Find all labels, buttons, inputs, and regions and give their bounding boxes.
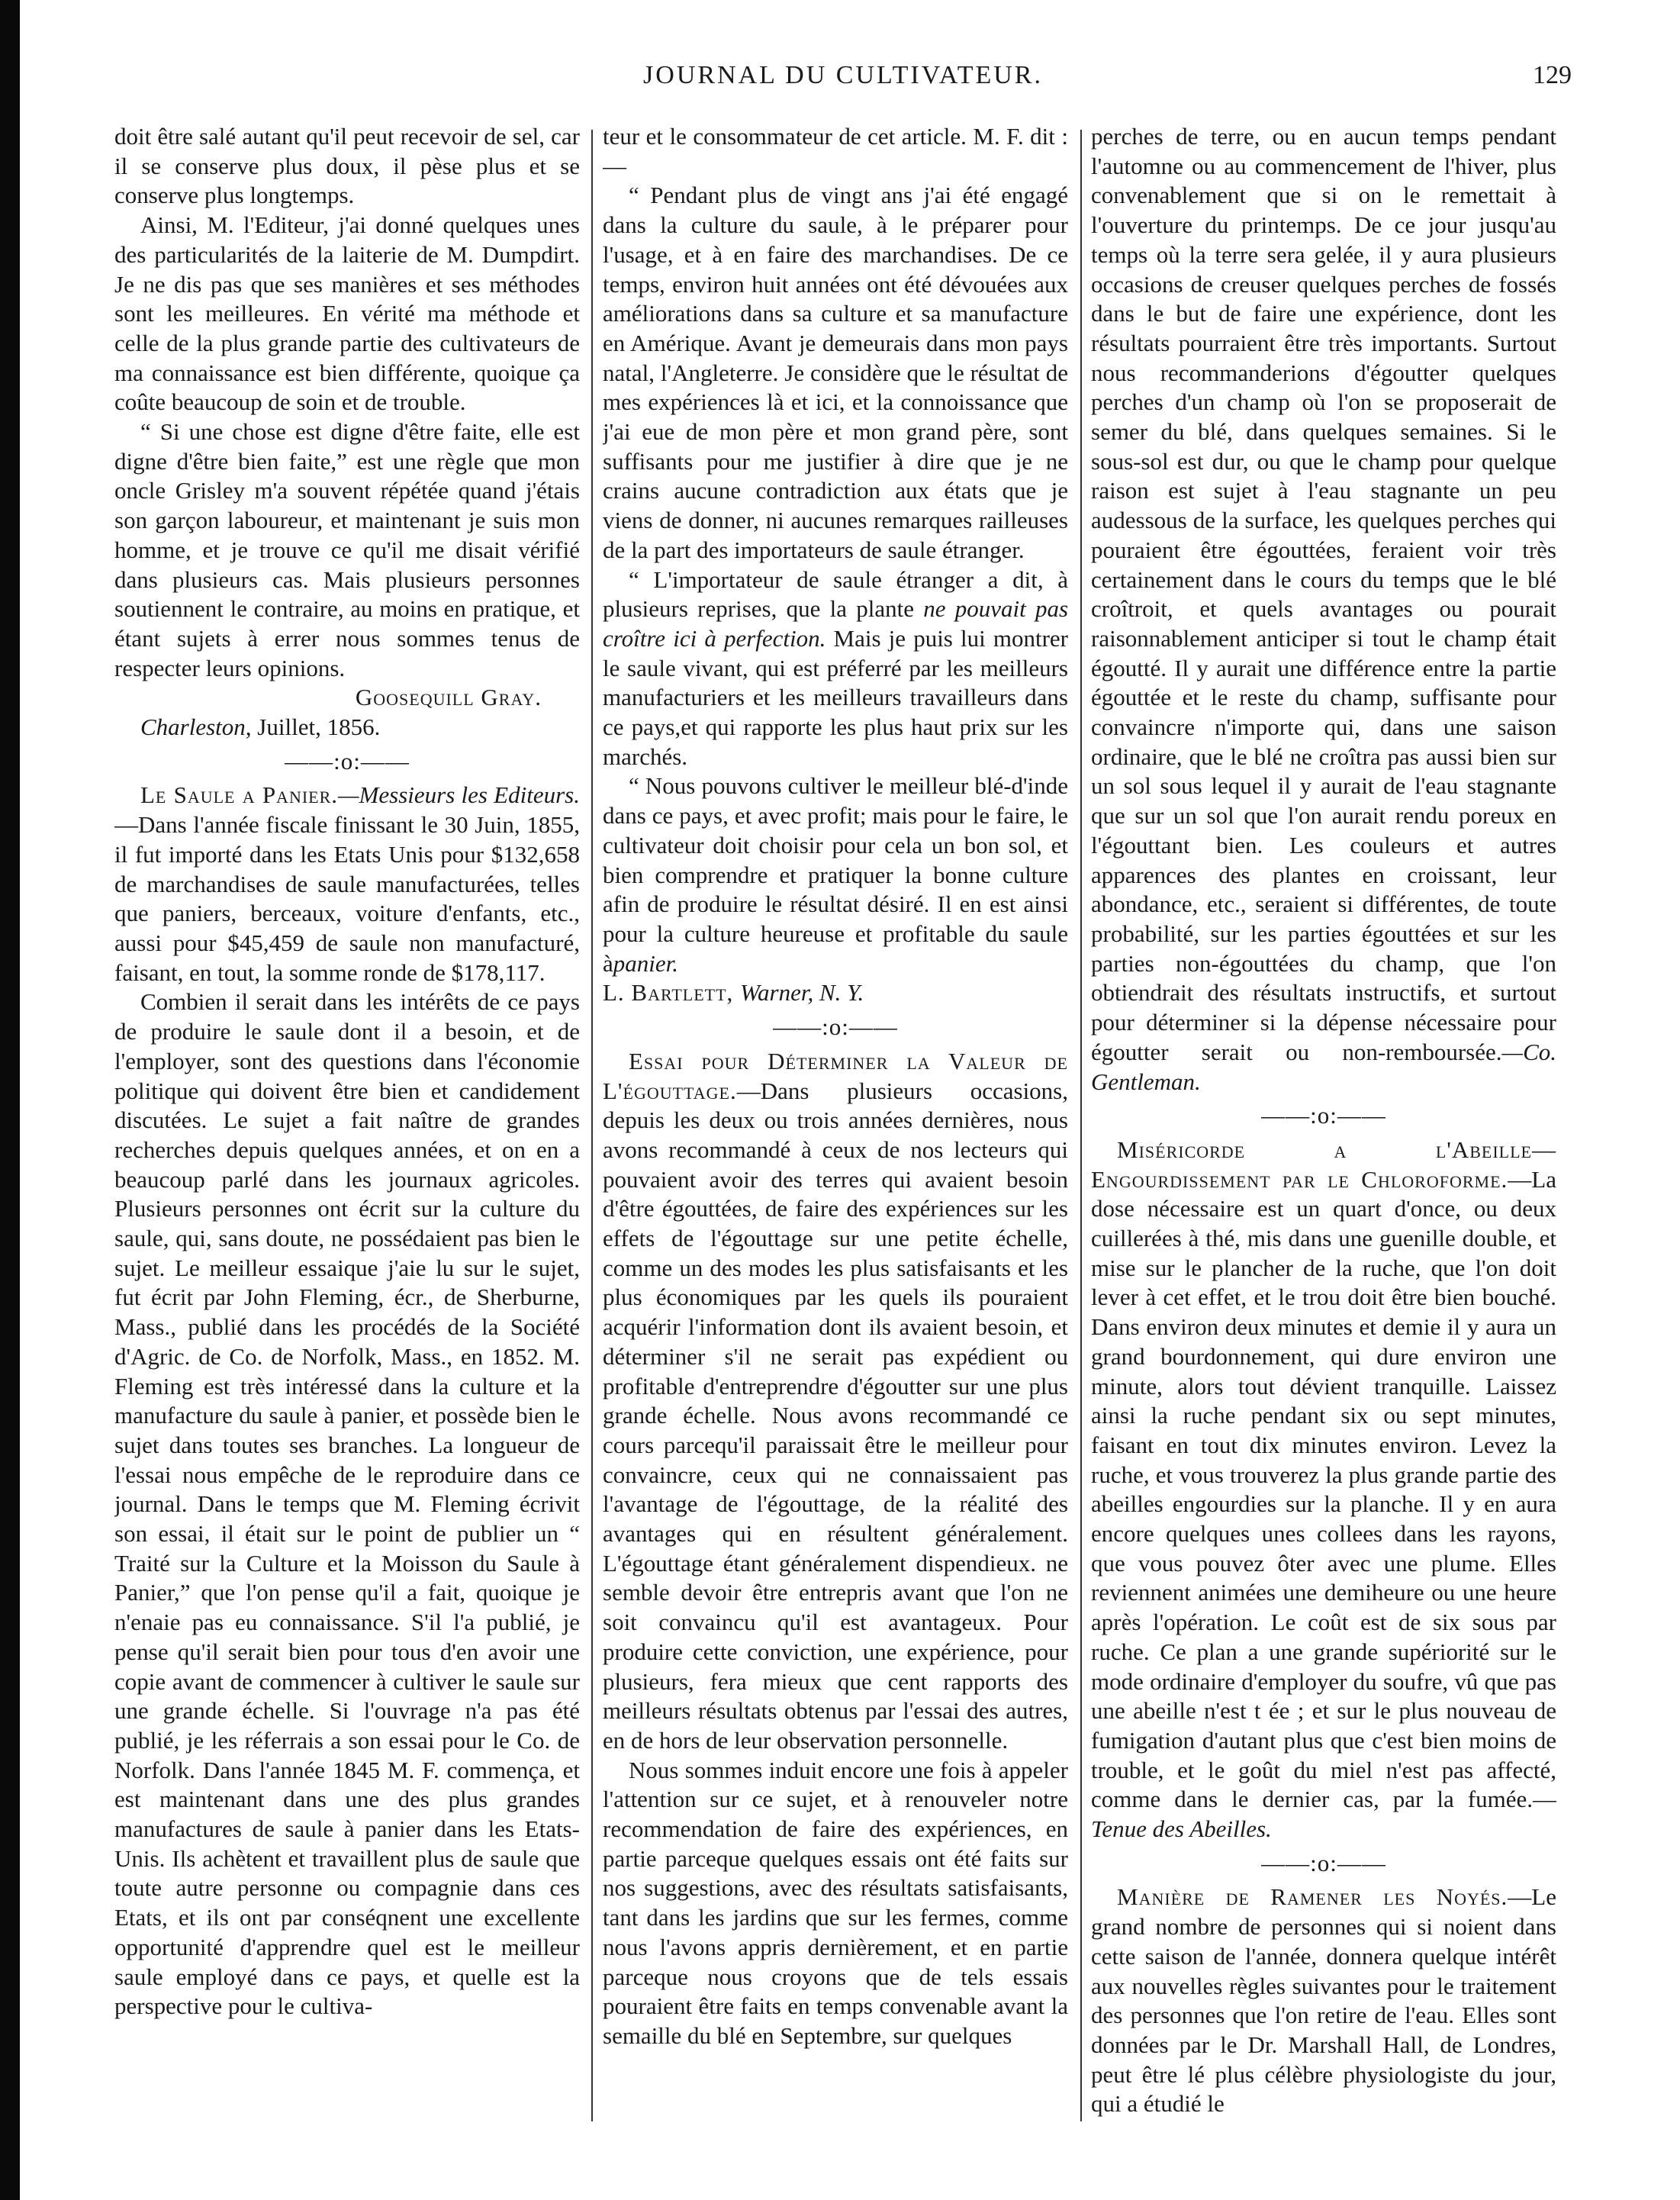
column-3 [1091, 122, 1556, 2160]
article-saule [114, 781, 580, 987]
source-credit: —Co. Gentleman. [1091, 1038, 1556, 1095]
paragraph: “ Pendant plus de vingt ans j'ai été engagé dans la culture du saule, à le préparer pour l'usage, et à en faire des marchandises. De ce temps, environ huit années ont été dévouées aux améliorations dans sa culture et sa manufacture en Amérique. Avant je demeurais dans mon pays natal, l'Angleterre. Je considère que le résultat de mes expériences là et ici, et la connoissance que j'ai eue de mon père et mon grand père, sont suffisants pour me justifier à dire que je ne crains aucune contradiction aux états que je viens de donner, ni aucunes remarques railleuses de la part des importateurs de saule étranger. [603, 182, 1068, 563]
article-abeille [1091, 1135, 1556, 1844]
text-run: perches de terre, ou en aucun temps pendant l'automne ou au commencement de l'hiver, plus convenablement que si on le remettait à l'ouverture du printemps. De ce jour jusqu'au temps où la terre sera gelée, il y aura plusieurs occasions de creuser quelques perches de fossés dans le but de faire une expérience, dont les résultats pourraient être très importants. Surtout nous recommanderions d'égoutter quelques perches d'un champ où l'on se proposerait de semer du blé, dans quelques semaines. Si le sous-sol est dur, ou que le champ pour quelque raison est sujet à l'eau stagnante un peu audessous de la surface, les quelques perches qui pouraient être égouttées, feraient voir très certainement dans le cours du temps que le blé croîtroit, et quels avantages ou pourait raisonnablement anticiper si tout le champ était égoutté. Il y aurait une différence entre la partie égouttée et le reste du champ, suffisante pour convaincre n'importe qui, dans une saison ordinaire, que le blé ne croîtra pas aussi bien sur un sol sous lequel il y aurait de l'eau stagnante que sur un sol que l'on aurait rendu poreux en l'égouttant bien. Les couleurs et autres apparences des plantes en croissant, leur abondance, etc., seraient si différentes, de toute probabilité, sur les parties égouttées et sur les parties non-égouttées du champ, que l'on obtiendrait des résultats instructifs, et surtout pour déterminer si la dépense nécessaire pour égoutter serait ou non-remboursée. [1091, 123, 1556, 1065]
source-credit: Tenue des Abeilles. [1091, 1815, 1272, 1843]
section-separator: ——:o:—— [1261, 1102, 1386, 1129]
paragraph: Nous sommes induit encore une fois à appeler l'attention sur ce sujet, et à renouveler notre recommendation de faire des expériences, en partie parceque quelques essais ont été faits sur nos suggestions, avec des résultats satisfaisants, tant dans les jardins que sur les fermes, comme nous l'avons appris dernièrement, et en partie parceque nous croyons que de tels essais pouraient être faits en temps convenable avant la semaille du blé en Septembre, sur quelques [603, 1756, 1068, 2049]
signature-place: Charleston, [140, 713, 252, 741]
article-text: —La dose nécessaire est un quart d'once, ou deux cuillerées à thé, mis dans une guenille double, et mise sur le plancher de la ruche, que l'on doit lever à cet effet, et le trou doit être bien bouché. Dans environ deux minutes et demie il y aura un grand bourdonnement, qui dure environ une minute, alors tout dévient tranquille. Laissez ainsi la ruche pendant six ou sept minutes, faisant en tout dix minutes environ. Levez la ruche, et vous trouverez la plus grande partie des abeilles engourdies sur la planche. Il y en aura encore quelques unes collees dans les rayons, que vous pouvez ôter avec une plume. Elles reviennent animées une demiheure ou une heure après l'opération. Le coût est de six sous par ruche. Ce plan a une grande supériorité sur le mode ordinaire d'employer du soufre, vû que pas une abeille n'est t ée ; et sur le plus nouveau de fumigation d'autant plus que c'est bien moins de trouble, et le goût du miel n'est pas affecté, comme dans le dernier cas, par la fumée.— [1091, 1165, 1556, 1813]
text-run: “ L'importateur de saule étranger a dit, à plusieurs reprises, que la plante [603, 565, 1068, 623]
article-heading: Miséricorde a l'Abeille—Engourdissement par le Chloroforme. [1091, 1135, 1556, 1193]
article-noyes [1091, 1883, 1556, 2119]
paragraph: doit être salé autant qu'il peut recevoir de sel, car il se conserve plus doux, il pèse plus et se conserve plus longtemps. [114, 123, 580, 209]
paragraph: teur et le consommateur de cet article. M. F. dit :— [603, 123, 1068, 179]
signature: Goosequill Gray. [355, 684, 542, 711]
text-run: “ Nous pouvons cultiver le meilleur blé-d'inde dans ce pays, et avec profit; mais pour le faire, le cultivateur doit choisir pour cela un bon sol, et bien comprendre et pratiquer la bonne culture afin de produire le résultat désiré. Il en est ainsi pour la culture heureuse et profitable du saule à [603, 772, 1068, 977]
article-heading: Essai pour Déterminer la Valeur de L'égouttage. [603, 1047, 1068, 1104]
paragraph [603, 771, 1068, 978]
column-rule-right [1080, 130, 1082, 2121]
article-essai [603, 1047, 1068, 1756]
text-run-italic: ne pouvait pas croître ici à perfection. [603, 595, 1068, 652]
signature [603, 978, 1068, 1008]
article-heading: Manière de Ramener les Noyés. [1117, 1883, 1508, 1911]
section-separator: ——:o:—— [285, 747, 410, 775]
column-2 [603, 122, 1068, 2160]
page-number: 129 [1533, 61, 1572, 89]
column-rule-left [591, 130, 593, 2121]
article-heading-italic: —Messieurs les Editeurs. [338, 781, 580, 809]
page-spine-shadow [0, 0, 20, 2200]
text-run-italic: panier. [613, 949, 679, 977]
paragraph: Combien il serait dans les intérêts de ce pays de produire le saule dont il a besoin, et de l'employer, sont des questions dans l'économie politique qui doivent être bien et candidement discutées. Le sujet a fait naître de grandes recherches depuis quelques années, et on en a beaucoup parlé dans les journaux agricoles. Plusieurs personnes ont écrit sur la culture du saule, qui, sans doute, ne possédaient pas bien le sujet. Le meilleur essaique j'aie lu sur le sujet, fut écrit par John Fleming, écr., de Sherburne, Mass., publié dans les procédés de la Société d'Agric. de Co. de Norfolk, Mass., en 1852. M. Fleming est très intéressé dans la culture et la manufacture du saule à panier, et possède bien le sujet dans toutes ses branches. La longueur de l'essai nous empêche de le reproduire dans ce journal. Dans le temps que M. Fleming écrivit son essai, il était sur le point de publier un “ Traité sur la Culture et la Moisson du Saule à Panier,” que l'on pense qu'il a fait, quoique je n'enaie pas eu connaissance. S'il l'a publié, je pense qu'il serait bien pour tous d'en avoir une copie avant de commencer à cultiver le saule sur une grande échelle. Si l'ouvrage n'a pas été publié, je les réferrais a son essai pour le Co. de Norfolk. Dans l'année 1845 M. F. commença, et est maintenant dans une des plus grandes manufactures de saule à panier dans les Etats-Unis. Ils achètent et travaillent plus de saule que toute autre personne ou compagnie dans ces Etats, et ils ont par conséqnent une excellente opportunité d'apprendre quel est le meilleur saule employé dans ce pays, et quelle est la perspective pour le cultiva- [114, 988, 580, 2020]
paragraph: Ainsi, M. l'Editeur, j'ai donné quelques unes des particularités de la laiterie de M. Dumpdirt. Je ne dis pas que ses manières et ses méthodes sont les meilleures. En vérité ma méthode et celle de la plus grande partie des cultivateurs de ma connaissance est bien différente, quoique ça coûte beaucoup de soin et de trouble. [114, 211, 580, 416]
signature-place: Warner, N. Y. [740, 979, 864, 1007]
article-text: —Dans plusieurs occasions, depuis les deux ou trois années dernières, nous avons recommandé à ceux de nos lecteurs qui pouvaient avoir des terres qui avaient besoin d'être égouttées, de faire des expériences sur les effets de l'égouttage sur une petite échelle, comme un des modes les plus satisfaisants et les plus économiques par les quels ils pouraient acquérir l'information dont ils avaient besoin, et déterminer s'il ne serait pas expédient ou profitable d'entreprendre d'égoutter sur une plus grande échelle. Nous avons recommandé ce cours parcequ'il paraissait être le meilleur pour convaincre, ceux qui ne connaissaient pas l'avantage de l'égouttage, de la réalité des avantages qui en résultent généralement. L'égouttage étant généralement dispendieux. ne semble devoir être entrepris avant que l'on ne soit convaincu qu'il est avantageux. Pour produire cette conviction, une expérience, pour plusieurs, fera mieux que cent rapports des meilleurs résultats obtenus par l'essai des autres, en de hors de leur observation personnelle. [603, 1077, 1068, 1754]
column-1 [114, 122, 580, 2160]
signature-date: Juillet, 1856. [251, 713, 381, 741]
article-text: —Dans l'année fiscale finissant le 30 Juin, 1855, il fut importé dans les Etats Unis pour $132,658 de marchandises de saule manufacturées, telles que paniers, berceaux, voiture d'enfants, etc., aussi pour $45,459 de saule non manufacturé, faisant, en tout, la somme ronde de $178,117. [114, 811, 580, 986]
signature-name: L. Bartlett, [603, 979, 741, 1007]
page-header [107, 61, 1579, 99]
article-heading: Le Saule a Panier. [140, 781, 339, 809]
paragraph [1091, 122, 1556, 1097]
signature-place-date [114, 713, 580, 742]
article-text: —Le grand nombre de personnes qui si noient dans cette saison de l'année, donnera quelque intérêt aux nouvelles règles suivantes pour le traitement des personnes que l'on retire de l'eau. Elles sont données par le Dr. Marshall Hall, de Londres, peut être lé plus célèbre physiologiste du jour, qui a étudié le [1091, 1883, 1556, 2118]
text-run: Mais je puis lui montrer le saule vivant, qui est préferré par les meilleurs manufacturiers et les meilleurs travailleurs dans ce pays,et qui rapporte les plus haut prix sur les marchés. [603, 624, 1068, 770]
section-separator: ——:o:—— [773, 1013, 898, 1041]
paragraph [603, 565, 1068, 772]
journal-title: JOURNAL DU CULTIVATEUR. [643, 61, 1043, 89]
section-separator: ——:o:—— [1261, 1849, 1386, 1876]
paragraph: “ Si une chose est digne d'être faite, elle est digne d'être bien faite,” est une règle que mon oncle Grisley m'a souvent répétée quand j'étais son garçon laboureur, et maintenant je suis mon homme, et je trouve ce qu'il me disait vérifié dans plusieurs cas. Mais plusieurs personnes soutiennent le contraire, au moins en pratique, et étant sujets à errer nous sommes tenus de respecter leurs opinions. [114, 418, 580, 681]
